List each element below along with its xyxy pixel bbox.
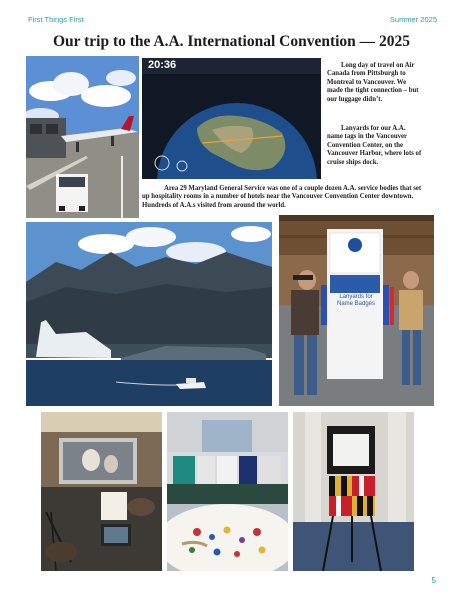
lanyards-caption: Lanyards for our A.A. name tags in the Vancouver Convention Center, on the Vancouver Harbor, where lots of cruise ships dock. (327, 125, 422, 166)
page-title: Our trip to the A.A. International Convention — 2025 (52, 33, 411, 50)
newsletter-name: First Things First (28, 15, 84, 24)
hospitality-caption: Area 29 Maryland General Service was one of a couple dozen A.A. service bodies that set up hospitality rooms in a number of hotels near the Vancouver Convention Center downtown. Hundreds of A.A.s visited from around the world. (142, 185, 422, 209)
airport-gate-photo (26, 56, 139, 218)
maryland-flag-easel-photo (293, 412, 414, 571)
issue-date: Summer 2025 (389, 15, 437, 24)
lanyard-station-photo (279, 215, 434, 406)
travel-caption: Long day of travel on Air Canada from Pittsburgh to Montreal to Vancouver. We made the tight connection – but our luggage didn’t. (327, 62, 419, 103)
vancouver-harbor-photo (26, 222, 272, 406)
page-number: 5 (431, 576, 436, 585)
inflight-map-screen-photo (142, 58, 321, 179)
literature-table-photo (167, 412, 288, 571)
hospitality-room-projector-photo (41, 412, 162, 571)
flight-time-text: 20:36 (148, 59, 177, 71)
lanyard-sign-text: Lanyards for Name Badges (336, 294, 376, 307)
